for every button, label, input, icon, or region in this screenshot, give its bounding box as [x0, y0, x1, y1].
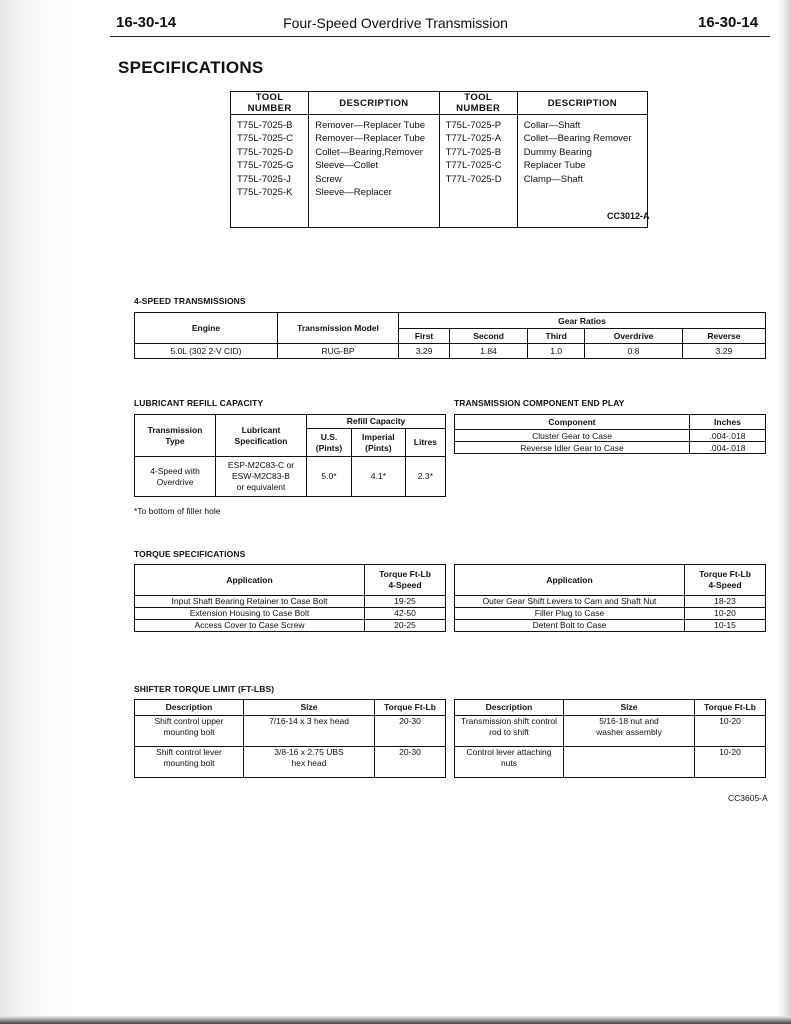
end-play-inches: .004-.018 — [690, 442, 766, 454]
shifter-size — [244, 747, 375, 778]
tool-number: T75L-7025-J — [237, 173, 291, 185]
tool-number-header-left: TOOL NUMBER — [231, 92, 309, 115]
shifter-size — [564, 747, 695, 778]
shifter-description-line2: mounting bolt — [163, 727, 215, 737]
transmission-type-header-line1: Transmission — [147, 424, 203, 435]
inches-header: Inches — [690, 415, 766, 430]
lubricant-row-type — [135, 457, 216, 497]
end-play-inches: .004-.018 — [690, 430, 766, 442]
torque-table-left — [134, 564, 446, 632]
torque-header — [365, 565, 446, 596]
lubricant-row-imperial: 4.1* — [351, 457, 405, 497]
gear-reverse-header: Reverse — [682, 329, 765, 344]
engine-cell: 5.0L (302 2-V CID) — [135, 344, 278, 359]
tool-number: T77L-7025-A — [445, 133, 502, 145]
tool-number: T75L-7025-K — [237, 187, 293, 199]
ratio-reverse: 3.29 — [682, 344, 765, 359]
tool-description: Remover—Replacer Tube — [315, 120, 426, 131]
description-header-right: DESCRIPTION — [517, 92, 647, 115]
torque-application: Access Cover to Case Screw — [135, 620, 365, 632]
transmissions-table — [134, 312, 766, 359]
torque-value: 19-25 — [365, 596, 446, 608]
tool-description: Clamp—Shaft — [523, 173, 583, 185]
shifter-torque: 10-20 — [695, 716, 766, 747]
lubricant-row-spec-line2: ESW-M2C83-B — [232, 471, 290, 481]
component-header: Component — [455, 415, 690, 430]
end-play-component: Reverse Idler Gear to Case — [455, 442, 690, 454]
page-left-edge-shadow — [0, 0, 80, 1024]
shifter-torque: 10-20 — [695, 747, 766, 778]
gear-first-header: First — [399, 329, 450, 344]
us-pints-header-line2: (Pints) — [315, 442, 343, 453]
shifter-description — [455, 716, 564, 747]
section-title: SPECIFICATIONS — [118, 58, 264, 77]
lubricant-table — [134, 414, 446, 497]
imperial-pints-header-line2: (Pints) — [365, 442, 392, 453]
torque-application: Outer Gear Shift Levers to Cam and Shaft Nut — [455, 596, 685, 608]
tool-description: Dummy Bearing — [523, 146, 592, 158]
torque-application: Input Shaft Bearing Retainer to Case Bolt — [135, 596, 365, 608]
shifter-size-line2: hex head — [291, 758, 327, 768]
description-header-left: DESCRIPTION — [309, 92, 439, 115]
us-pints-header — [307, 429, 352, 457]
lubricant-row-spec — [216, 457, 307, 497]
figure-code-shifter: CC3605-A — [728, 793, 768, 803]
imperial-pints-header-line1: Imperial — [362, 431, 395, 442]
shifter-description-line1: Shift control upper — [154, 716, 224, 726]
torque-application: Extension Housing to Case Bolt — [135, 608, 365, 620]
tool-number: T75L-7025-P — [445, 120, 502, 131]
lubricant-spec-header — [216, 415, 307, 457]
shifter-torque: 20-30 — [375, 747, 446, 778]
page-number-right: 16-30-14 — [698, 14, 759, 31]
lubricant-row-type-line1: 4-Speed with — [150, 465, 200, 476]
shifter-size-line1: 5/16-18 nut and — [599, 716, 659, 726]
tool-number: T77L-7025-C — [445, 160, 502, 172]
torque-value: 42-50 — [365, 608, 446, 620]
shifter-description-line1: Shift control lever — [156, 747, 222, 757]
tool-number-header-right: TOOL NUMBER — [439, 92, 517, 115]
shifter-description-line1: Transmission shift control — [460, 716, 558, 726]
tool-number: T77L-7025-D — [445, 173, 502, 185]
gear-overdrive-header: Overdrive — [585, 329, 683, 344]
tool-description: Replacer Tube — [523, 160, 586, 172]
gear-third-header: Third — [528, 329, 585, 344]
lubricant-row-type-line2: Overdrive — [156, 476, 194, 487]
shifter-size-line1: 7/16-14 x 3 hex head — [269, 716, 349, 726]
torque-value: 18-23 — [685, 596, 766, 608]
shifter-description — [135, 716, 244, 747]
shifter-description-line2: mounting bolt — [163, 758, 215, 768]
lubricant-row-spec-line1: ESP-M2C83-C or — [227, 460, 295, 470]
shifter-table-right — [454, 699, 766, 778]
gear-second-header: Second — [450, 329, 528, 344]
tool-numbers-right — [439, 115, 517, 228]
tool-number: T75L-7025-C — [237, 133, 293, 145]
page-header-title: Four-Speed Overdrive Transmission — [283, 15, 508, 31]
ratio-second: 1.84 — [450, 344, 528, 359]
tool-descriptions-left — [309, 115, 439, 228]
torque-value: 10-20 — [685, 608, 766, 620]
lubricant-row-spec-line3: or equivalent — [236, 482, 286, 492]
lubricant-footnote: *To bottom of filler hole — [134, 506, 221, 516]
shifter-table-left — [134, 699, 446, 778]
end-play-table — [454, 414, 766, 454]
torque-header-line2: 4-Speed — [708, 580, 742, 590]
imperial-pints-header — [351, 429, 405, 457]
torque-application: Filler Plug to Case — [455, 608, 685, 620]
shifter-size-line2: washer assembly — [596, 727, 662, 737]
shifter-size-header: Size — [564, 700, 695, 716]
tool-description: Collar—Shaft — [523, 120, 581, 131]
shifter-torque-header: Torque Ft-Lb — [695, 700, 766, 716]
tool-number: T75L-7025-G — [237, 160, 294, 172]
application-header: Application — [135, 565, 365, 596]
tool-description: Sleeve—Replacer — [315, 187, 392, 199]
tool-description: Sleeve—Collet — [315, 160, 379, 172]
torque-header — [685, 565, 766, 596]
tool-number: T77L-7025-B — [445, 146, 502, 158]
model-header: Transmission Model — [278, 313, 399, 344]
tool-description: Collet—Bearing,Remover — [315, 146, 423, 158]
figure-code-tools: CC3012-A — [607, 211, 650, 221]
tool-description: Collet—Bearing Remover — [523, 133, 632, 145]
refill-capacity-header: Refill Capacity — [307, 415, 446, 429]
torque-application: Detent Bolt to Case — [455, 620, 685, 632]
shifter-description — [135, 747, 244, 778]
gear-ratios-header: Gear Ratios — [399, 313, 766, 329]
lubricant-row-us: 5.0* — [307, 457, 352, 497]
lubricant-spec-header-line2: Specification — [234, 435, 288, 446]
shifter-label: SHIFTER TORQUE LIMIT (FT-LBS) — [134, 684, 275, 694]
torque-value: 10-15 — [685, 620, 766, 632]
litres-header: Litres — [405, 429, 445, 457]
shifter-torque: 20-30 — [375, 716, 446, 747]
application-header: Application — [455, 565, 685, 596]
shifter-description-line2: nuts — [500, 758, 518, 768]
lubricant-spec-header-line1: Lubricant — [241, 424, 281, 435]
shifter-description-line2: rod to shift — [489, 727, 529, 737]
torque-table-right — [454, 564, 766, 632]
tool-description: Remover—Replacer Tube — [315, 133, 426, 145]
page-number-left: 16-30-14 — [116, 14, 177, 31]
torque-header-line1: Torque Ft-Lb — [379, 569, 431, 579]
tool-number: T75L-7025-B — [237, 120, 293, 131]
ratio-overdrive: 0.8 — [585, 344, 683, 359]
ratio-first: 3.29 — [399, 344, 450, 359]
transmissions-label: 4-SPEED TRANSMISSIONS — [134, 296, 246, 306]
shifter-description-header: Description — [135, 700, 244, 716]
shifter-torque-header: Torque Ft-Lb — [375, 700, 446, 716]
shifter-description-header: Description — [455, 700, 564, 716]
transmission-type-header — [135, 415, 216, 457]
header-rule — [110, 36, 770, 37]
torque-header-line2: 4-Speed — [388, 580, 422, 590]
torque-value: 20-25 — [365, 620, 446, 632]
shifter-description — [455, 747, 564, 778]
shifter-description-line1: Control lever attaching — [466, 747, 552, 757]
shifter-size-line1: 3/8-16 x 2.75 UBS — [274, 747, 344, 757]
page-bottom-edge-shadow — [0, 1016, 791, 1024]
engine-header: Engine — [135, 313, 278, 344]
tool-numbers-left — [231, 115, 309, 228]
torque-header-line1: Torque Ft-Lb — [699, 569, 751, 579]
model-cell: RUG-BP — [278, 344, 399, 359]
shifter-size — [244, 716, 375, 747]
tool-number: T75L-7025-D — [237, 146, 293, 158]
torque-label: TORQUE SPECIFICATIONS — [134, 549, 246, 559]
shifter-size — [564, 716, 695, 747]
ratio-third: 1.0 — [528, 344, 585, 359]
transmission-type-header-line2: Type — [165, 435, 185, 446]
tool-description: Screw — [315, 173, 342, 185]
end-play-component: Cluster Gear to Case — [455, 430, 690, 442]
lubricant-row-litres: 2.3* — [405, 457, 445, 497]
end-play-label: TRANSMISSION COMPONENT END PLAY — [454, 398, 625, 408]
tool-table — [230, 91, 648, 228]
page-right-edge-shadow — [777, 0, 791, 1024]
lubricant-label: LUBRICANT REFILL CAPACITY — [134, 398, 264, 408]
us-pints-header-line1: U.S. — [320, 431, 338, 442]
shifter-size-header: Size — [244, 700, 375, 716]
